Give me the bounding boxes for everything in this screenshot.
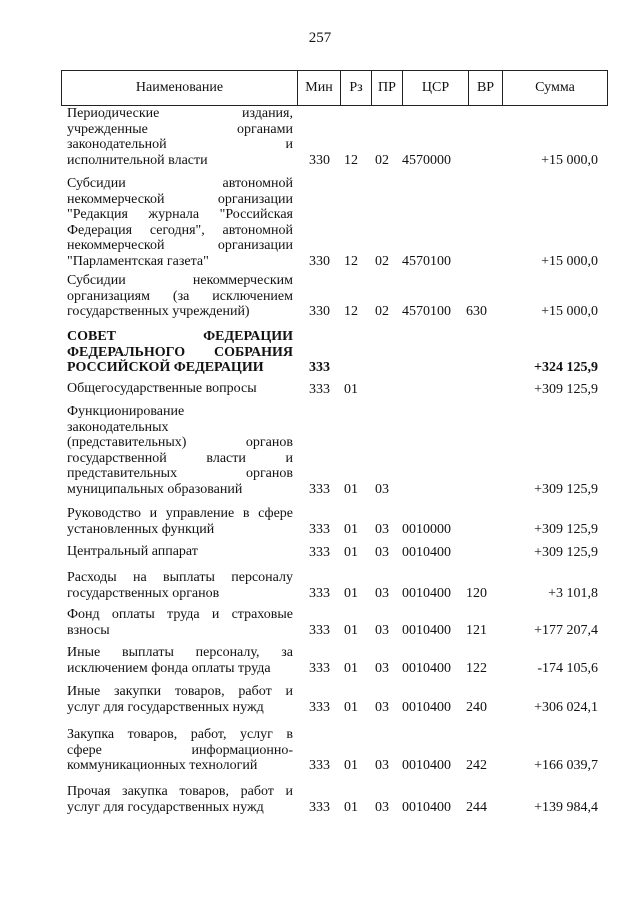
cell-vr: 630: [466, 304, 487, 319]
cell-pr: 03: [375, 481, 389, 497]
table-row: [61, 784, 608, 815]
row-name-line: исполнительной власти: [67, 152, 208, 168]
header-name: Наименование: [62, 71, 298, 105]
cell-min: 333: [309, 799, 330, 815]
row-name-line: организациям (за исключением: [67, 288, 293, 304]
cell-rz: 01: [344, 521, 358, 537]
cell-sum: +309 125,9: [534, 544, 598, 560]
cell-rz: 01: [344, 622, 358, 638]
cell-csr: 0010400: [402, 622, 451, 638]
row-name-line: Субсидии автономной: [67, 176, 293, 191]
cell-rz: 01: [344, 381, 358, 397]
table-row: [61, 329, 608, 376]
cell-min: 333: [309, 381, 330, 397]
cell-pr: 03: [375, 585, 389, 601]
table-row: [61, 404, 608, 497]
cell-csr: 0010400: [402, 585, 451, 601]
row-name-line: услуг для государственных нужд: [67, 799, 264, 815]
cell-min: 330: [309, 253, 330, 269]
cell-sum: +309 125,9: [534, 481, 598, 497]
row-name-line: государственной власти и: [67, 450, 293, 466]
cell-min: 333: [309, 758, 330, 773]
row-name-line: Периодические издания,: [67, 106, 293, 121]
row-name-line: сфере информационно-: [67, 742, 293, 758]
cell-csr: 0010400: [402, 699, 451, 715]
cell-csr: 0010400: [402, 758, 451, 773]
cell-sum: +177 207,4: [534, 622, 598, 638]
cell-pr: 02: [375, 253, 389, 269]
row-name-line: Функционирование: [67, 404, 185, 419]
cell-pr: 03: [375, 699, 389, 715]
cell-rz: 01: [344, 660, 358, 676]
cell-min: 333: [309, 544, 330, 560]
cell-min: 333: [309, 699, 330, 715]
table-row: [61, 570, 608, 601]
cell-pr: 03: [375, 660, 389, 676]
cell-csr: 0010400: [402, 660, 451, 676]
row-name-line: (представительных) органов: [67, 435, 293, 450]
cell-rz: 12: [344, 304, 358, 319]
table-row: [61, 506, 608, 537]
cell-rz: 12: [344, 152, 358, 168]
row-name-line: Центральный аппарат: [67, 544, 198, 559]
cell-rz: 01: [344, 544, 358, 560]
row-name-line: Закупка товаров, работ, услуг в: [67, 727, 293, 742]
header-sum: Сумма: [535, 80, 575, 95]
table-header: [61, 70, 608, 106]
cell-vr: 122: [466, 660, 487, 676]
cell-sum: +306 024,1: [534, 699, 598, 715]
cell-min: 333: [309, 585, 330, 601]
row-name-line: Субсидии некоммерческим: [67, 273, 293, 288]
cell-sum: +309 125,9: [534, 521, 598, 537]
row-name-line: законодательной и: [67, 137, 293, 152]
cell-min: 333: [309, 521, 330, 537]
row-name-line: услуг для государственных нужд: [67, 699, 264, 715]
cell-vr: 242: [466, 758, 487, 773]
cell-rz: 12: [344, 253, 358, 269]
cell-sum: +309 125,9: [534, 381, 598, 397]
cell-sum: +15 000,0: [541, 304, 598, 319]
cell-csr: 0010400: [402, 544, 451, 560]
cell-pr: 02: [375, 152, 389, 168]
header-vr: ВР: [469, 71, 503, 105]
cell-csr: 4570100: [402, 304, 451, 319]
row-name-line: СОВЕТ ФЕДЕРАЦИИ: [67, 329, 293, 344]
row-name-line: Общегосударственные вопросы: [67, 381, 257, 396]
row-name-line: Иные закупки товаров, работ и: [67, 684, 293, 699]
cell-min: 330: [309, 152, 330, 168]
row-name-line: "Редакция журнала "Российская: [67, 207, 293, 222]
row-name-line: государственных органов: [67, 585, 220, 601]
cell-min: 333: [309, 660, 330, 676]
row-name-line: РОССИЙСКОЙ ФЕДЕРАЦИИ: [67, 360, 264, 375]
row-name-line: Расходы на выплаты персоналу: [67, 570, 293, 585]
table-row: [61, 684, 608, 715]
cell-rz: 01: [344, 758, 358, 773]
cell-sum: +166 039,7: [534, 758, 598, 773]
row-name-line: Руководство и управление в сфере: [67, 506, 293, 521]
cell-min: 333: [309, 622, 330, 638]
table-row: [61, 607, 608, 638]
cell-min: 333: [309, 481, 330, 497]
cell-vr: 244: [466, 799, 487, 815]
table-row: [61, 106, 608, 168]
cell-rz: 01: [344, 699, 358, 715]
row-name-line: Фонд оплаты труда и страховые: [67, 607, 293, 622]
cell-pr: 02: [375, 304, 389, 319]
row-name-line: законодательных: [67, 419, 169, 435]
table-row: [61, 727, 608, 774]
cell-rz: 01: [344, 481, 358, 497]
table-row: [61, 381, 608, 397]
row-name-line: государственных учреждений): [67, 304, 250, 319]
cell-sum: +3 101,8: [548, 585, 598, 601]
cell-sum: +15 000,0: [541, 253, 598, 269]
cell-pr: 03: [375, 622, 389, 638]
cell-min: 333: [309, 360, 330, 375]
row-name-line: "Парламентская газета": [67, 253, 209, 269]
cell-vr: 120: [466, 585, 487, 601]
cell-csr: 4570000: [402, 152, 451, 168]
row-name-line: некоммерческой организации: [67, 191, 293, 207]
cell-pr: 03: [375, 799, 389, 815]
header-pr: ПР: [372, 71, 403, 105]
header-csr: ЦСР: [403, 71, 469, 105]
table-row: [61, 273, 608, 320]
row-name-line: взносы: [67, 622, 110, 638]
row-name-line: представительных органов: [67, 466, 293, 481]
table-row: [61, 645, 608, 676]
table-row: [61, 544, 608, 560]
row-name-line: исключением фонда оплаты труда: [67, 660, 271, 676]
cell-rz: 01: [344, 585, 358, 601]
row-name-line: Федерация сегодня", автономной: [67, 222, 293, 238]
row-name-line: Иные выплаты персоналу, за: [67, 645, 293, 660]
cell-rz: 01: [344, 799, 358, 815]
row-name-line: Прочая закупка товаров, работ и: [67, 784, 293, 799]
header-min: Мин: [298, 71, 341, 105]
cell-pr: 03: [375, 758, 389, 773]
header-rz: Рз: [341, 71, 372, 105]
cell-pr: 03: [375, 521, 389, 537]
row-name-line: некоммерческой организации: [67, 238, 293, 253]
cell-vr: 121: [466, 622, 487, 638]
page-number: 257: [308, 30, 332, 46]
cell-sum: +139 984,4: [534, 799, 598, 815]
row-name-line: ФЕДЕРАЛЬНОГО СОБРАНИЯ: [67, 344, 293, 360]
row-name-line: коммуникационных технологий: [67, 758, 258, 773]
cell-csr: 0010400: [402, 799, 451, 815]
row-name-line: муниципальных образований: [67, 481, 243, 497]
cell-csr: 0010000: [402, 521, 451, 537]
table-row: [61, 176, 608, 269]
cell-min: 330: [309, 304, 330, 319]
cell-vr: 240: [466, 699, 487, 715]
cell-pr: 03: [375, 544, 389, 560]
cell-sum: +324 125,9: [534, 360, 598, 375]
row-name-line: установленных функций: [67, 521, 215, 537]
cell-sum: +15 000,0: [541, 152, 598, 168]
cell-csr: 4570100: [402, 253, 451, 269]
row-name-line: учрежденные органами: [67, 121, 293, 137]
cell-sum: -174 105,6: [537, 660, 598, 676]
